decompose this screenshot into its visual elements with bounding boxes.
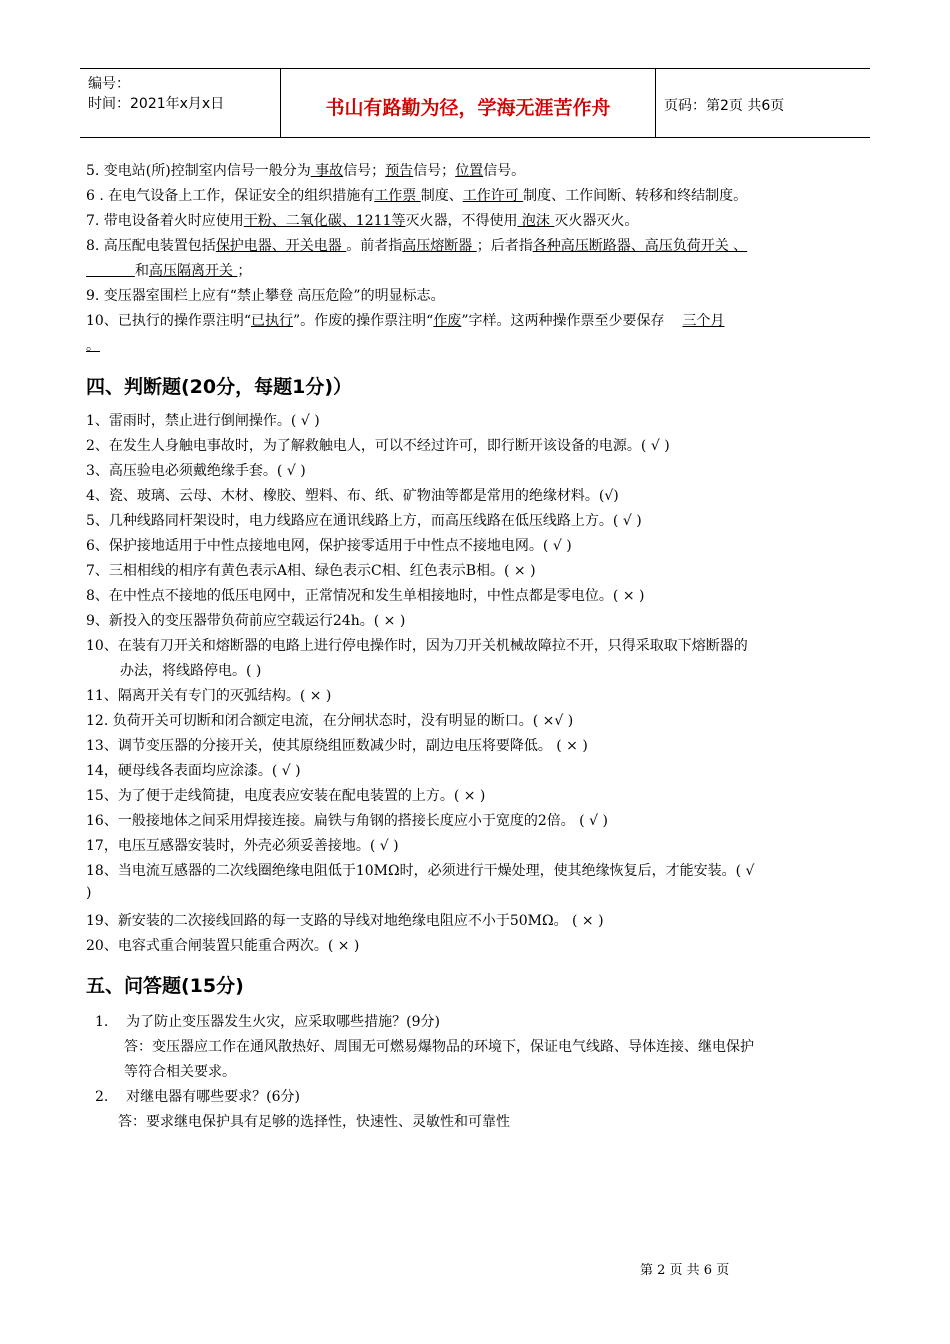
q8-answer-1: 保护电器、开关电器 [215,238,347,254]
judge-item-9: 9、新投入的变压器带负荷前应空载运行24h。( × ) [86,613,406,629]
fill-question-10-cont [86,335,100,355]
q6-answer-1: 工作票 [374,188,421,204]
q6-text: 6 . 在电气设备上工作，保证安全的组织措施有 [86,188,375,204]
q7-answer-2: 泡沫 [517,213,555,229]
q8-text-3: ；后者指 [476,238,533,254]
header-page-cell [656,69,870,137]
q10-answer-3: 三个月 [682,313,725,329]
q8-text: 8. 高压配电装置包括 [86,238,216,254]
q6-answer-2: 工作许可 [462,188,524,204]
q5-text-2: 信号； [343,163,386,179]
page-footer: 第 2 页 共 6 页 [640,1263,730,1278]
judge-item-11: 11、隔离开关有专门的灭弧结构。( × ) [86,688,332,704]
q10-text: 10、已执行的操作票注明“ [86,313,251,329]
q7-answer-1: 干粉、二氧化碳、1211等 [243,213,406,229]
q8-blank [86,263,135,279]
q7-text: 7. 带电设备着火时应使用 [86,213,244,229]
page-header [80,68,870,138]
q10-end: 。 [86,338,100,354]
judge-item-19: 19、新安装的二次接线回路的每一支路的导线对地绝缘电阻应不小于50MΩ。 ( × ) [86,913,604,929]
judge-item-15: 15、为了便于走线简捷，电度表应安装在配电装置的上方。( × ) [86,788,486,804]
q10-text-2: ”。作废的操作票注明“ [292,313,434,329]
doc-date-label: 时间：2021年x月x日 [88,96,225,112]
judge-item-8: 8、在中性点不接地的低压电网中，正常情况和发生单相接地时，中性点都是零电位。( × ) [86,588,645,604]
judge-item-18-cont: ) [86,885,92,901]
q10-answer-1: 已执行 [250,313,293,329]
fill-question-10 [86,310,724,330]
judge-item-14: 14，硬母线各表面均应涂漆。( √ ) [86,763,301,779]
judge-item-10-cont: 办法，将线路停电。( ) [120,663,262,679]
fill-question-7 [86,210,638,230]
judge-item-4: 4、瓷、玻璃、云母、木材、橡胶、塑料、布、纸、矿物油等都是常用的绝缘材料。(√) [86,488,619,504]
judge-item-10: 10、在装有刀开关和熔断器的电路上进行停电操作时，因为刀开关机械故障拉不开，只得采取取下熔断器的 [86,638,748,654]
qa-answer-1-cont: 等符合相关要求。 [124,1064,236,1080]
doc-number-label: 编号： [88,76,130,92]
q8-text-2: 。前者指 [346,238,403,254]
judge-item-12: 12. 负荷开关可切断和闭合额定电流，在分闸状态时，没有明显的断口。( ×√ ) [86,713,574,729]
section-4-title: 四、判断题(20分，每题1分)） [86,376,353,398]
qa-answer-1: 答：变压器应工作在通风散热好、周围无可燃易爆物品的环境下，保证电气线路、导体连接、继电保护 [124,1039,754,1055]
judge-item-20: 20、电容式重合闸装置只能重合两次。( × ) [86,938,360,954]
q5-text-4: 信号。 [483,163,526,179]
judge-item-6: 6、保护接地适用于中性点接地电网，保护接零适用于中性点不接地电网。( √ ) [86,538,572,554]
fill-question-5 [86,160,525,180]
motto-text: 书山有路勤为径，学海无涯苦作舟 [325,97,611,119]
q8-answer-3: 各种高压断路器、高压负荷开关 、 [532,238,748,254]
header-info-cell [80,69,280,137]
fill-question-8-cont [86,260,251,280]
q8-text-4: 和 [134,263,149,279]
q5-text: 5. 变电站(所)控制室内信号一般分为 [86,163,311,179]
q7-text-2: 灭火器，不得使用 [405,213,518,229]
fill-question-9: 9. 变压器室围栏上应有“禁止攀登 高压危险”的明显标志。 [86,288,445,304]
q8-answer-2: 高压熔断器 [402,238,477,254]
judge-item-3: 3、高压验电必须戴绝缘手套。( √ ) [86,463,306,479]
q8-answer-4: 高压隔离开关 [148,263,238,279]
q10-text-3: ”字样。这两种操作票至少要保存 [461,313,665,329]
qa-question-2: 2. 对继电器有哪些要求？(6分) [95,1089,300,1105]
judge-item-1: 1、雷雨时，禁止进行倒闸操作。( √ ) [86,413,320,429]
fill-question-6 [86,185,747,205]
judge-item-2: 2、在发生人身触电事故时，为了解救触电人，可以不经过许可，即行断开该设备的电源。( √ ) [86,438,670,454]
q5-text-3: 信号； [413,163,456,179]
fill-question-8 [86,235,747,255]
qa-answer-2: 答：要求继电保护具有足够的选择性，快速性、灵敏性和可靠性 [118,1114,510,1130]
q7-text-3: 灭火器灭火。 [554,213,639,229]
q5-answer-1: 事故 [310,163,344,179]
judge-item-16: 16、一般接地体之间采用焊接连接。扁铁与角钢的搭接长度应小于宽度的2倍。 ( √ ) [86,813,608,829]
judge-item-18: 18、当电流互感器的二次线圈绝缘电阻低于10MΩ时，必须进行干燥处理，使其绝缘恢复后，才能安装。( √ [86,863,755,879]
q6-text-2: 制度、 [420,188,463,204]
judge-item-7: 7、三相相线的相序有黄色表示A相、绿色表示C相、红色表示B相。( × ) [86,563,536,579]
qa-question-1: 1. 为了防止变压器发生火灾，应采取哪些措施？(9分) [95,1014,440,1030]
q8-text-5: ； [237,263,252,279]
q5-answer-3: 位置 [455,163,484,179]
q5-answer-2: 预告 [385,163,414,179]
judge-item-17: 17，电压互感器安装时，外壳必须妥善接地。( √ ) [86,838,399,854]
q10-answer-2: 作废 [433,313,462,329]
judge-item-13: 13、调节变压器的分接开关，使其原绕组匝数减少时，副边电压将要降低。 ( × ) [86,738,588,754]
section-5-title: 五、问答题(15分) [86,975,244,997]
judge-item-5: 5、几种线路同杆架设时，电力线路应在通讯线路上方，而高压线路在低压线路上方。( √ ) [86,513,642,529]
header-motto-cell [280,69,656,137]
page-number-label: 页码：第2页 共6页 [664,98,785,114]
q6-text-3: 制度、工作间断、转移和终结制度。 [523,188,748,204]
